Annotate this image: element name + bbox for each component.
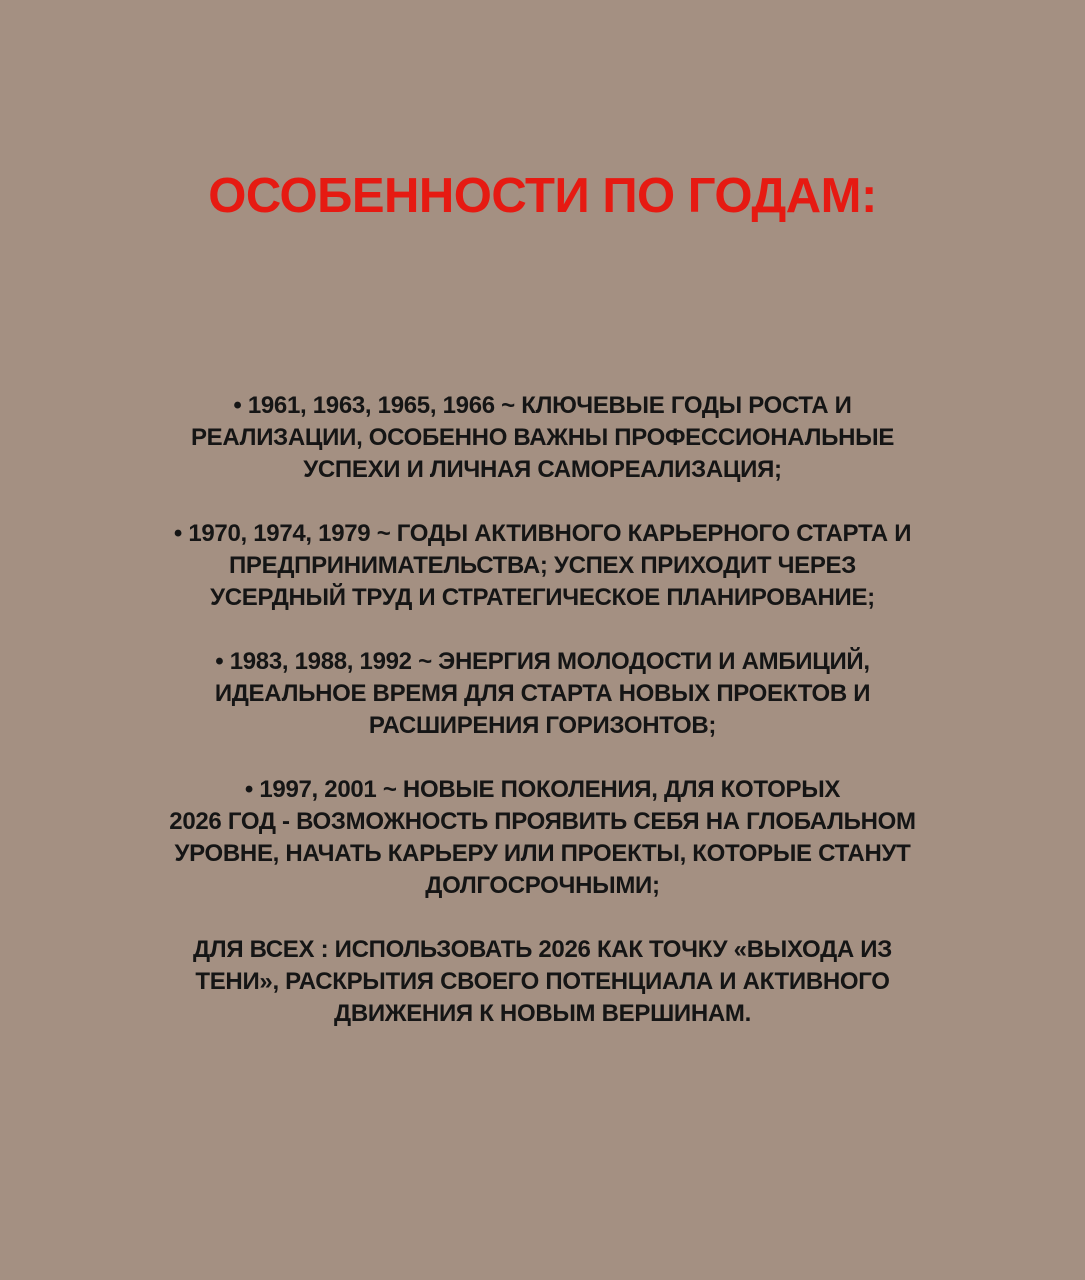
page-title: ОСОБЕННОСТИ ПО ГОДАМ: [208,169,877,223]
text-line: • 1997, 2001 ~ НОВЫЕ ПОКОЛЕНИЯ, ДЛЯ КОТОРЫХ [244,776,841,803]
text-line: ДЛЯ ВСЕХ : ИСПОЛЬЗОВАТЬ 2026 КАК ТОЧКУ «ВЫХОДА ИЗ [193,936,892,963]
text-line: РАСШИРЕНИЯ ГОРИЗОНТОВ; [368,712,717,739]
text-line: ИДЕАЛЬНОЕ ВРЕМЯ ДЛЯ СТАРТА НОВЫХ ПРОЕКТОВ И [214,680,871,707]
content [60,390,1025,1062]
text-line: 2026 ГОД - ВОЗМОЖНОСТЬ ПРОЯВИТЬ СЕБЯ НА ГЛОБАЛЬНОМ [169,808,916,835]
text-line: УРОВНЕ, НАЧАТЬ КАРЬЕРУ ИЛИ ПРОЕКТЫ, КОТОРЫЕ СТАНУТ [174,840,911,867]
block-2 [60,518,1025,614]
text-line: • 1970, 1974, 1979 ~ ГОДЫ АКТИВНОГО КАРЬЕРНОГО СТАРТА И [173,520,912,547]
block-4 [60,774,1025,902]
text-line: ДОЛГОСРОЧНЫМИ; [425,872,660,899]
text-line: • 1983, 1988, 1992 ~ ЭНЕРГИЯ МОЛОДОСТИ И АМБИЦИЙ, [215,648,870,675]
text-line: • 1961, 1963, 1965, 1966 ~ КЛЮЧЕВЫЕ ГОДЫ РОСТА И [233,392,852,419]
text-line: УСЕРДНЫЙ ТРУД И СТРАТЕГИЧЕСКОЕ ПЛАНИРОВАНИЕ; [210,584,875,611]
text-line: УСПЕХИ И ЛИЧНАЯ САМОРЕАЛИЗАЦИЯ; [303,456,782,483]
text-line: ПРЕДПРИНИМАТЕЛЬСТВА; УСПЕХ ПРИХОДИТ ЧЕРЕЗ [228,552,856,579]
text-line: РЕАЛИЗАЦИИ, ОСОБЕННО ВАЖНЫ ПРОФЕССИОНАЛЬНЫЕ [190,424,895,451]
block-5 [60,934,1025,1030]
text-line: ТЕНИ», РАСКРЫТИЯ СВОЕГО ПОТЕНЦИАЛА И АКТИВНОГО [195,968,890,995]
block-3 [60,646,1025,742]
block-1 [60,390,1025,486]
text-line: ДВИЖЕНИЯ К НОВЫМ ВЕРШИНАМ. [334,1000,751,1027]
